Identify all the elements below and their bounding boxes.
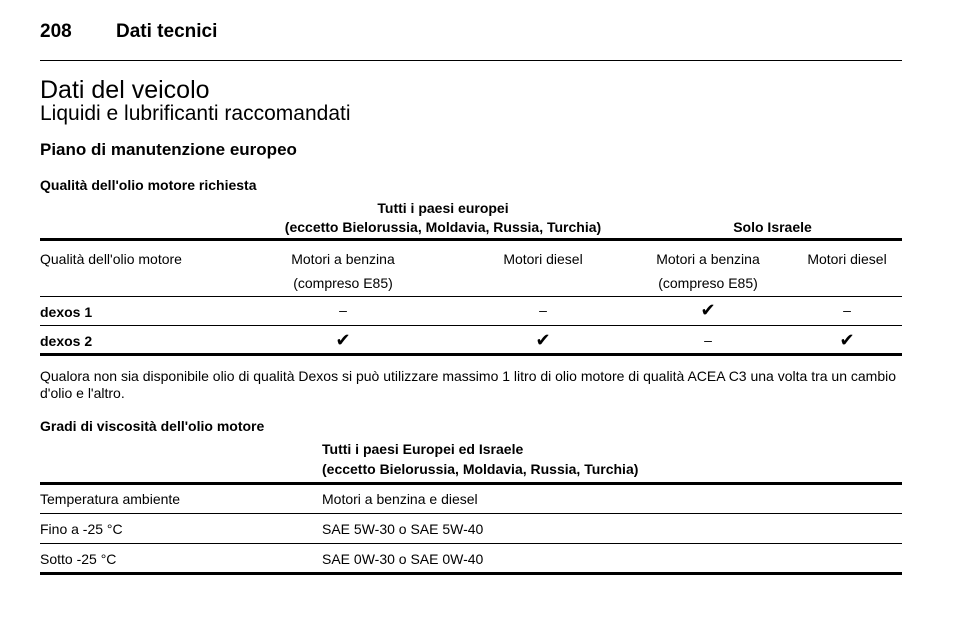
group-header-line2: (eccetto Bielorussia, Moldavia, Russia, Turchia) (322, 461, 639, 477)
table-cell: – (339, 302, 347, 318)
table-rule (40, 543, 902, 544)
col-header-petrol-il-line2: (compreso E85) (658, 275, 758, 291)
col-header-diesel-eu: Motori diesel (503, 251, 583, 267)
table-rule (40, 513, 902, 514)
row-label-dexos2: dexos 2 (40, 333, 93, 349)
viscosity-heading: Gradi di viscosità dell'olio motore (40, 418, 265, 434)
oil-quality-heading: Qualità dell'olio motore richiesta (40, 177, 257, 193)
page-number: 208 (40, 21, 72, 42)
table-cell: Fino a -25 °C (40, 521, 123, 537)
table-cell: Sotto -25 °C (40, 551, 117, 567)
table-rule (40, 296, 902, 297)
table-cell: SAE 0W-30 o SAE 0W-40 (322, 551, 484, 567)
group-header-israel: Solo Israele (733, 219, 812, 235)
header-divider (40, 60, 902, 61)
col-header-oil-quality: Qualità dell'olio motore (40, 251, 182, 267)
table-cell: ✔ (535, 330, 551, 350)
group-header-line1: Tutti i paesi Europei ed Israele (322, 441, 524, 457)
col-header-temperature: Temperatura ambiente (40, 491, 181, 507)
table-rule (40, 572, 902, 575)
col-header-petrol-eu-line1: Motori a benzina (291, 251, 395, 267)
table-cell: ✔ (700, 300, 716, 320)
col-header-petrol-il-line1: Motori a benzina (656, 251, 760, 267)
table-rule (40, 238, 902, 241)
table-cell: – (704, 332, 712, 348)
table-cell: ✔ (335, 330, 351, 350)
table-rule (40, 482, 902, 485)
table-cell: SAE 5W-30 o SAE 5W-40 (322, 521, 484, 537)
table-rule (40, 353, 902, 356)
table-cell: – (843, 302, 851, 318)
table-cell: – (539, 302, 547, 318)
col-header-petrol-eu-line2: (compreso E85) (293, 275, 393, 291)
col-header-diesel-il: Motori diesel (807, 251, 887, 267)
table-rule (40, 325, 902, 326)
sub-subsection-title: Piano di manutenzione europeo (40, 140, 297, 159)
section-title: Dati del veicolo (40, 76, 210, 104)
col-header-engines: Motori a benzina e diesel (322, 491, 478, 507)
subsection-title: Liquidi e lubrificanti raccomandati (40, 102, 351, 125)
chapter-title: Dati tecnici (116, 21, 218, 42)
row-label-dexos1: dexos 1 (40, 304, 93, 320)
dexos-note: Qualora non sia disponibile olio di qualità Dexos si può utilizzare massimo 1 litro di olio motore di qualità ACEA C3 una volta tra un cambio d'olio e l'altro. (40, 368, 897, 401)
group-header-europe-line2: (eccetto Bielorussia, Moldavia, Russia, Turchia) (284, 219, 602, 235)
table-cell: ✔ (839, 330, 855, 350)
group-header-europe-line1: Tutti i paesi europei (377, 200, 509, 216)
